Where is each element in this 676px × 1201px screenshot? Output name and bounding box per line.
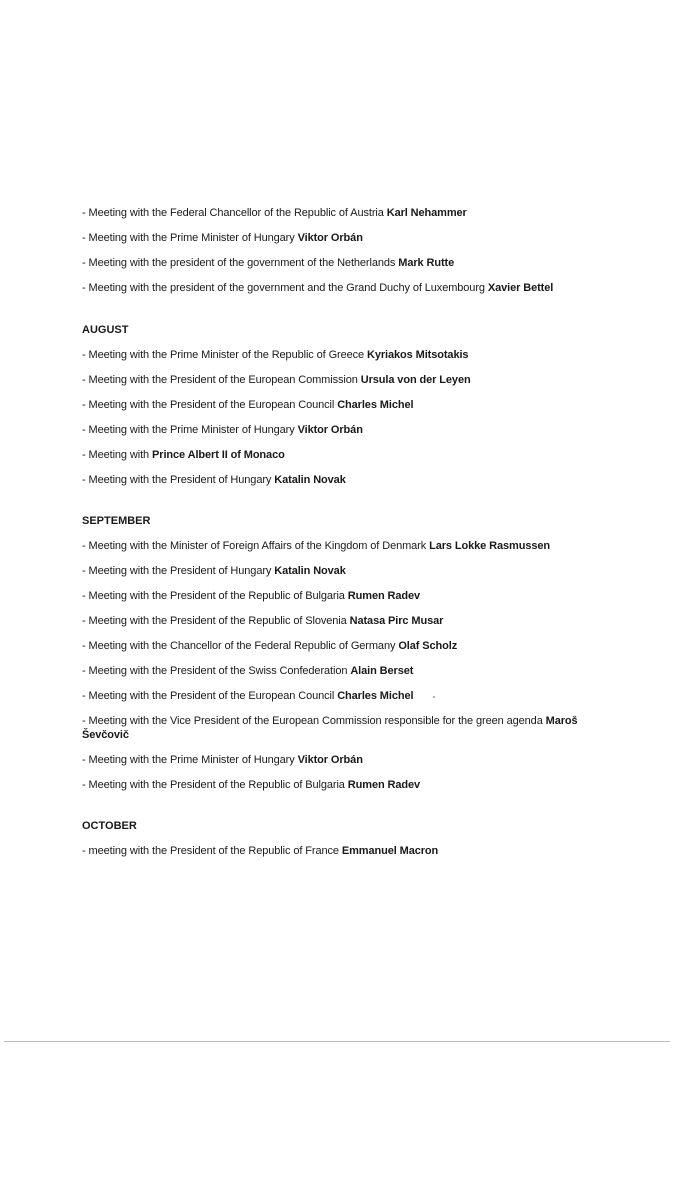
section-heading: OCTOBER bbox=[82, 820, 137, 832]
list-item: - Meeting with the Chancellor of the Federal Republic of Germany Olaf Scholz bbox=[82, 640, 458, 652]
meetings-list bbox=[82, 206, 612, 885]
section-september bbox=[82, 514, 612, 792]
list-item: - Meeting with the President of the Swiss Confederation Alain Berset bbox=[82, 665, 414, 677]
list-item: - Meeting with the President of the Republic of Slovenia Natasa Pirc Musar bbox=[82, 615, 444, 627]
list-item: - Meeting with the Prime Minister of Hungary Viktor Orbán bbox=[82, 754, 363, 766]
page-divider bbox=[4, 1041, 670, 1042]
list-item: - Meeting with the Prime Minister of Hungary Viktor Orbán bbox=[82, 232, 363, 244]
list-item: - Meeting with the President of the Republic of Bulgaria Rumen Radev bbox=[82, 779, 421, 791]
list-item: - Meeting with the Prime Minister of the Republic of Greece Kyriakos Mitsotakis bbox=[82, 349, 469, 361]
list-item: - Meeting with the president of the government of the Netherlands Mark Rutte bbox=[82, 257, 455, 269]
section-august bbox=[82, 323, 612, 487]
scan-speck bbox=[433, 696, 435, 698]
list-item: - Meeting with the Minister of Foreign Affairs of the Kingdom of Denmark Lars Lokke Rasmussen bbox=[82, 540, 551, 552]
section-heading: SEPTEMBER bbox=[82, 515, 151, 527]
list-item: - Meeting with the Federal Chancellor of the Republic of Austria Karl Nehammer bbox=[82, 207, 467, 219]
list-item: - Meeting with the President of Hungary Katalin Novak bbox=[82, 565, 346, 577]
list-item: - Meeting with the President of the European Council Charles Michel bbox=[82, 690, 414, 702]
list-item: - Meeting with the Prime Minister of Hungary Viktor Orbán bbox=[82, 424, 363, 436]
list-item: - Meeting with the President of Hungary Katalin Novak bbox=[82, 474, 346, 486]
list-item: - Meeting with the President of the European Commission Ursula von der Leyen bbox=[82, 374, 471, 386]
list-item: - Meeting with the Vice President of the European Commission responsible for the green agenda Maroš Ševčovič bbox=[82, 715, 578, 741]
list-item: - Meeting with Prince Albert II of Monaco bbox=[82, 449, 285, 461]
list-item: - meeting with the President of the Republic of France Emmanuel Macron bbox=[82, 845, 439, 857]
section-july bbox=[82, 206, 612, 295]
list-item: - Meeting with the President of the European Council Charles Michel bbox=[82, 399, 414, 411]
section-heading: AUGUST bbox=[82, 324, 129, 336]
list-item: - Meeting with the president of the government and the Grand Duchy of Luxembourg Xavier Bettel bbox=[82, 282, 554, 294]
list-item: - Meeting with the President of the Republic of Bulgaria Rumen Radev bbox=[82, 590, 421, 602]
section-october bbox=[82, 819, 612, 858]
